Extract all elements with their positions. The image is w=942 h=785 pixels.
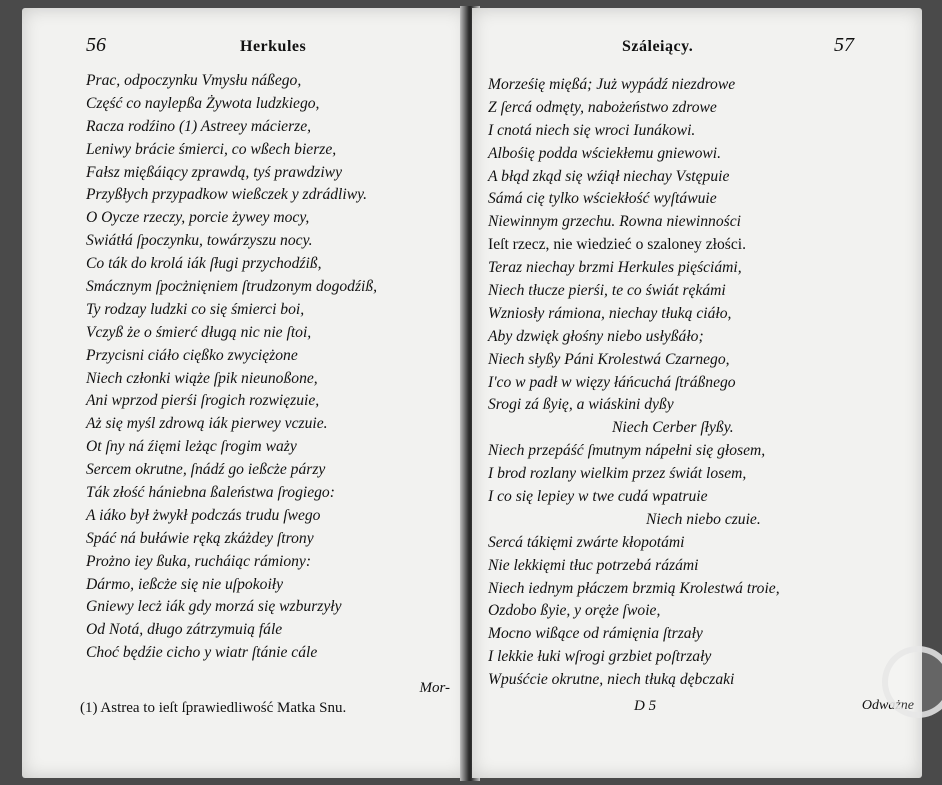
verse-line: I lekkie łuki wſrogi grzbiet poſtrzały bbox=[488, 648, 712, 666]
verse-line: O Oycze rzeczy, porcie żywey mocy, bbox=[86, 209, 310, 227]
left-verse-lines bbox=[86, 70, 377, 665]
verse-line: Ty rodzay ludzki co się śmierci boi, bbox=[86, 300, 305, 318]
right-page bbox=[472, 8, 922, 778]
verse-line: Srogi zá ßyię, a wiáskini dyßy bbox=[488, 396, 674, 414]
verse-line: Ozdobo ßyie, y oręże ſwoie, bbox=[488, 602, 661, 620]
verse-line: Niech iednym płáczem brzmią Krolestwá troie, bbox=[488, 579, 780, 597]
verse-line: Niech członki wiąże ſpik nieunoßone, bbox=[86, 369, 318, 387]
verse-line: Ták złość hániebna ßaleństwa ſrogiego: bbox=[86, 484, 335, 502]
verse-line: Wpuśćcie okrutne, niech tłuką dębczaki bbox=[488, 671, 735, 689]
left-page bbox=[22, 8, 468, 778]
verse-line: Morześię mięßá; Już wypádź niezdrowe bbox=[488, 76, 736, 93]
verse-line: Spáć ná bułáwie ręką zkáżdey ſtrony bbox=[86, 529, 314, 547]
verse-line: Aby dzwięk głośny niebo usłyßáło; bbox=[488, 327, 704, 345]
verse-line: I'co w padł w więzy łáńcuchá ſtráßnego bbox=[488, 373, 736, 391]
left-catchword: Mor- bbox=[419, 680, 450, 696]
verse-line: Swiátłá ſpoczynku, towárzyszu nocy. bbox=[86, 232, 313, 250]
verse-line: Teraz niechay brzmi Herkules pięściámi, bbox=[488, 259, 742, 277]
verse-line: A iáko był żwykł podczás trudu ſwego bbox=[86, 506, 321, 524]
signature-mark: D 5 bbox=[634, 698, 657, 714]
verse-line: Ieſt rzecz, nie wiedzieć o szaloney złości. bbox=[488, 236, 747, 254]
verse-line: Albośię podda wściekłemu gniewowi. bbox=[488, 144, 722, 162]
verse-line: Aż się myśl zdrową iák pierwey vczuie. bbox=[86, 415, 328, 433]
verse-line: Wzniosły rámiona, niechay tłuką ciáło, bbox=[488, 304, 732, 322]
verse-line: Sámá cię tylko wściekłość wyſtáwuie bbox=[488, 190, 717, 208]
footnote: (1) Astrea to ieſt ſprawiedliwość Matka Snu. bbox=[80, 700, 347, 716]
verse-line: Ot ſny ná źięmi leżąc ſrogim waży bbox=[86, 438, 297, 456]
verse-line: Mocno wißące od rámięnia ſtrzały bbox=[488, 625, 703, 643]
left-running-head: Herkules bbox=[240, 38, 307, 55]
right-running-head: Száleiący. bbox=[622, 38, 694, 55]
verse-line: Racza rodźino (1) Astreey mácierze, bbox=[86, 117, 312, 135]
verse-line: I brod rozlany wielkim przez świát losem, bbox=[488, 465, 747, 483]
verse-line: Vczyß że o śmierć długą nic nie ſtoi, bbox=[86, 323, 312, 341]
verse-line: I co się lepiey w twe cudá wpatruie bbox=[488, 488, 708, 506]
verse-line: Niech Cerber ſłyßy. bbox=[612, 419, 734, 437]
verse-line: Gniewy lecż iák gdy morzá się wzburzyły bbox=[86, 598, 342, 616]
right-verse-lines bbox=[488, 74, 780, 692]
left-page-number: 56 bbox=[86, 34, 106, 56]
verse-line: Niech niebo czuie. bbox=[646, 510, 761, 528]
verse-line: Ani wprzod pierśi ſrogich rozwięzuie, bbox=[86, 392, 320, 410]
verse-line: Sercem okrutne, ſnádź go ießcże párzy bbox=[86, 461, 326, 479]
verse-line: Od Notá, długo zátrzymuią fále bbox=[86, 621, 283, 639]
verse-line: Choć będźie cicho y wiatr ſtánie cále bbox=[86, 644, 318, 662]
verse-line: Smácznym ſpocżnięniem ſtrudzonym dogodźiß, bbox=[86, 278, 378, 296]
verse-line: Przyßłych przypadkow wießczek y zdrádliwy. bbox=[86, 186, 368, 204]
verse-line: Niech przepáść ſmutnym nápełni się głosem, bbox=[488, 442, 766, 460]
verse-line: Leniwy brácie śmierci, co wßech bierze, bbox=[86, 140, 337, 158]
verse-line: Z ſercá odmęty, nabożeństwo zdrowe bbox=[488, 98, 717, 116]
verse-line: A błąd zkąd się wźiął niechay Vstępuie bbox=[488, 167, 730, 185]
verse-line: Sercá tákięmi zwárte kłopotámi bbox=[488, 533, 685, 551]
verse-line: Część co naylepßa Żywota ludzkiego, bbox=[86, 94, 320, 112]
verse-line: I cnotá niech się wroci Iunákowi. bbox=[488, 121, 696, 139]
right-page-number: 57 bbox=[834, 34, 854, 56]
verse-line: Prożno iey ßuka, rucháiąc rámiony: bbox=[86, 552, 312, 570]
verse-line: Niech słyßy Páni Krolestwá Czarnego, bbox=[488, 350, 730, 368]
verse-line: Fałsz mięßáiący zprawdą, tyś prawdziwy bbox=[86, 163, 342, 181]
verse-line: Przycisni ciáło cięßko zwyciężone bbox=[86, 346, 298, 364]
verse-line: Niewinnym grzechu. Rowna niewinności bbox=[488, 213, 741, 231]
right-catchword: Odważne bbox=[861, 698, 914, 713]
verse-line: Niech tłucze pierśi, te co świát rękámi bbox=[488, 282, 726, 300]
verse-line: Co ták do krolá iák ſługi przychodźiß, bbox=[86, 255, 322, 273]
verse-line: Prac, odpoczynku Vmysłu náßego, bbox=[86, 72, 302, 89]
verse-line: Nie lekkięmi tłuc potrzebá rázámi bbox=[488, 556, 699, 574]
verse-line: Dármo, ießcże się nie uſpokoiły bbox=[86, 575, 284, 593]
